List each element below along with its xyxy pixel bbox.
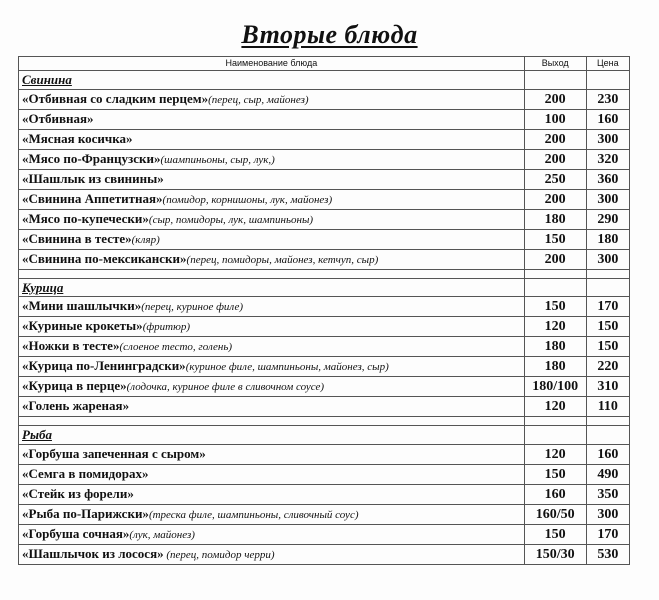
table-row: [19, 464, 630, 484]
dish-price: 530: [586, 544, 629, 564]
dish-description: (лодочка, куриное филе в сливочном соусе): [126, 381, 325, 394]
table-row: [19, 377, 630, 397]
empty-cell: [586, 71, 629, 90]
dish-price: 160: [586, 109, 629, 129]
dish-name: «Шашлык из свинины»: [22, 170, 164, 186]
dish-cell: [19, 337, 525, 357]
table-row: [19, 397, 630, 417]
dish-output: 100: [524, 109, 586, 129]
dish-name: «Свинина Аппетитная»: [22, 190, 163, 206]
dish-name: «Горбуша сочная»: [22, 525, 130, 541]
dish-description: (сыр, помидоры, лук, шампиньоны): [148, 213, 314, 226]
dish-name: «Мини шашлычки»: [22, 298, 142, 314]
dish-name: «Стейк из форели»: [22, 485, 134, 501]
menu-body: [19, 71, 630, 565]
dish-name: «Семга в помидорах»: [22, 465, 149, 481]
spacer-row: [19, 417, 630, 426]
dish-output: 200: [524, 149, 586, 169]
category-row: [19, 426, 630, 445]
table-row: [19, 129, 630, 149]
dish-description: (перец, помидоры, майонез, кетчуп, сыр): [186, 253, 379, 266]
dish-name: «Свинина в тесте»: [22, 230, 132, 246]
dish-output: 200: [524, 89, 586, 109]
dish-price: 300: [586, 189, 629, 209]
table-row: [19, 189, 630, 209]
dish-output: 150: [524, 464, 586, 484]
dish-output: 150: [524, 229, 586, 249]
table-row: [19, 444, 630, 464]
category-label: Рыба: [19, 426, 525, 445]
dish-name: «Курица по-Ленинградски»: [22, 358, 186, 374]
spacer-cell: [524, 269, 586, 278]
page-title: Вторые блюда: [241, 20, 418, 49]
dish-cell: [19, 357, 525, 377]
dish-price: 170: [586, 524, 629, 544]
dish-cell: [19, 484, 525, 504]
empty-cell: [524, 71, 586, 90]
dish-cell: [19, 504, 525, 524]
table-row: [19, 297, 630, 317]
dish-output: 150: [524, 524, 586, 544]
header-price: Цена: [586, 57, 629, 71]
table-row: [19, 149, 630, 169]
table-row: [19, 544, 630, 564]
spacer-cell: [19, 269, 525, 278]
dish-price: 300: [586, 129, 629, 149]
dish-cell: [19, 317, 525, 337]
table-row: [19, 484, 630, 504]
dish-output: 120: [524, 397, 586, 417]
dish-output: 250: [524, 169, 586, 189]
dish-description: (перец, помидор черри): [163, 548, 275, 561]
dish-price: 360: [586, 169, 629, 189]
table-row: [19, 89, 630, 109]
dish-output: 180: [524, 209, 586, 229]
spacer-cell: [524, 417, 586, 426]
dish-price: 320: [586, 149, 629, 169]
dish-cell: [19, 209, 525, 229]
dish-price: 230: [586, 89, 629, 109]
dish-price: 300: [586, 504, 629, 524]
dish-price: 150: [586, 337, 629, 357]
table-row: [19, 109, 630, 129]
dish-name: «Рыба по-Парижски»: [22, 505, 149, 521]
dish-output: 200: [524, 129, 586, 149]
dish-description: (помидор, корнишоны, лук, майонез): [162, 193, 333, 206]
table-row: [19, 169, 630, 189]
category-label: Курица: [19, 278, 525, 297]
dish-name: «Свинина по-мексикански»: [22, 250, 187, 266]
table-header-row: [19, 57, 630, 71]
dish-output: 160/50: [524, 504, 586, 524]
table-row: [19, 504, 630, 524]
table-row: [19, 317, 630, 337]
dish-name: «Горбуша запеченная с сыром»: [22, 445, 206, 461]
dish-output: 150/30: [524, 544, 586, 564]
category-label: Свинина: [19, 71, 525, 90]
dish-price: 150: [586, 317, 629, 337]
dish-cell: [19, 544, 525, 564]
category-row: [19, 278, 630, 297]
dish-name: «Мясо по-купечески»: [22, 210, 149, 226]
dish-price: 180: [586, 229, 629, 249]
dish-description: (куриное филе, шампиньоны, майонез, сыр): [185, 361, 389, 374]
dish-cell: [19, 129, 525, 149]
dish-cell: [19, 297, 525, 317]
header-name: Наименование блюда: [19, 57, 525, 71]
dish-price: 110: [586, 397, 629, 417]
empty-cell: [524, 426, 586, 445]
dish-cell: [19, 149, 525, 169]
header-output: Выход: [524, 57, 586, 71]
dish-price: 290: [586, 209, 629, 229]
dish-output: 180: [524, 337, 586, 357]
dish-cell: [19, 377, 525, 397]
dish-description: (шампиньоны, сыр, лук,): [160, 153, 275, 166]
empty-cell: [586, 278, 629, 297]
dish-output: 180: [524, 357, 586, 377]
table-row: [19, 249, 630, 269]
dish-description: (треска филе, шампиньоны, сливочный соус): [148, 508, 359, 521]
dish-name: «Ножки в тесте»: [22, 338, 120, 354]
table-row: [19, 229, 630, 249]
dish-description: (кляр): [131, 233, 160, 246]
dish-price: 220: [586, 357, 629, 377]
dish-output: 160: [524, 484, 586, 504]
dish-price: 490: [586, 464, 629, 484]
dish-price: 160: [586, 444, 629, 464]
dish-name: «Отбивная со сладким перцем»: [22, 90, 209, 106]
dish-cell: [19, 89, 525, 109]
table-row: [19, 209, 630, 229]
dish-output: 180/100: [524, 377, 586, 397]
dish-description: (перец, куриное филе): [141, 301, 244, 314]
spacer-cell: [586, 417, 629, 426]
dish-price: 310: [586, 377, 629, 397]
dish-name: «Шашлычок из лосося»: [22, 545, 164, 561]
dish-output: 120: [524, 317, 586, 337]
menu-table: [18, 56, 630, 565]
dish-description: (фритюр): [142, 321, 191, 334]
spacer-row: [19, 269, 630, 278]
dish-cell: [19, 397, 525, 417]
dish-price: 300: [586, 249, 629, 269]
table-row: [19, 337, 630, 357]
category-row: [19, 71, 630, 90]
table-row: [19, 357, 630, 377]
table-row: [19, 524, 630, 544]
dish-cell: [19, 169, 525, 189]
dish-description: (слоеное тесто, голень): [119, 341, 233, 354]
spacer-cell: [586, 269, 629, 278]
empty-cell: [524, 278, 586, 297]
dish-cell: [19, 464, 525, 484]
empty-cell: [586, 426, 629, 445]
dish-name: «Курица в перце»: [22, 378, 127, 394]
dish-output: 150: [524, 297, 586, 317]
dish-description: (лук, майонез): [129, 528, 195, 541]
dish-description: (перец, сыр, майонез): [208, 93, 309, 106]
dish-price: 350: [586, 484, 629, 504]
dish-name: «Мясная косичка»: [22, 130, 133, 146]
dish-name: «Голень жареная»: [22, 398, 130, 414]
spacer-cell: [19, 417, 525, 426]
dish-price: 170: [586, 297, 629, 317]
dish-output: 200: [524, 249, 586, 269]
dish-cell: [19, 189, 525, 209]
dish-name: «Мясо по-Французски»: [22, 150, 161, 166]
dish-cell: [19, 109, 525, 129]
dish-cell: [19, 249, 525, 269]
dish-name: «Отбивная»: [22, 110, 94, 126]
dish-cell: [19, 229, 525, 249]
dish-output: 200: [524, 189, 586, 209]
dish-name: «Куриные крокеты»: [22, 318, 143, 334]
dish-output: 120: [524, 444, 586, 464]
dish-cell: [19, 444, 525, 464]
dish-cell: [19, 524, 525, 544]
